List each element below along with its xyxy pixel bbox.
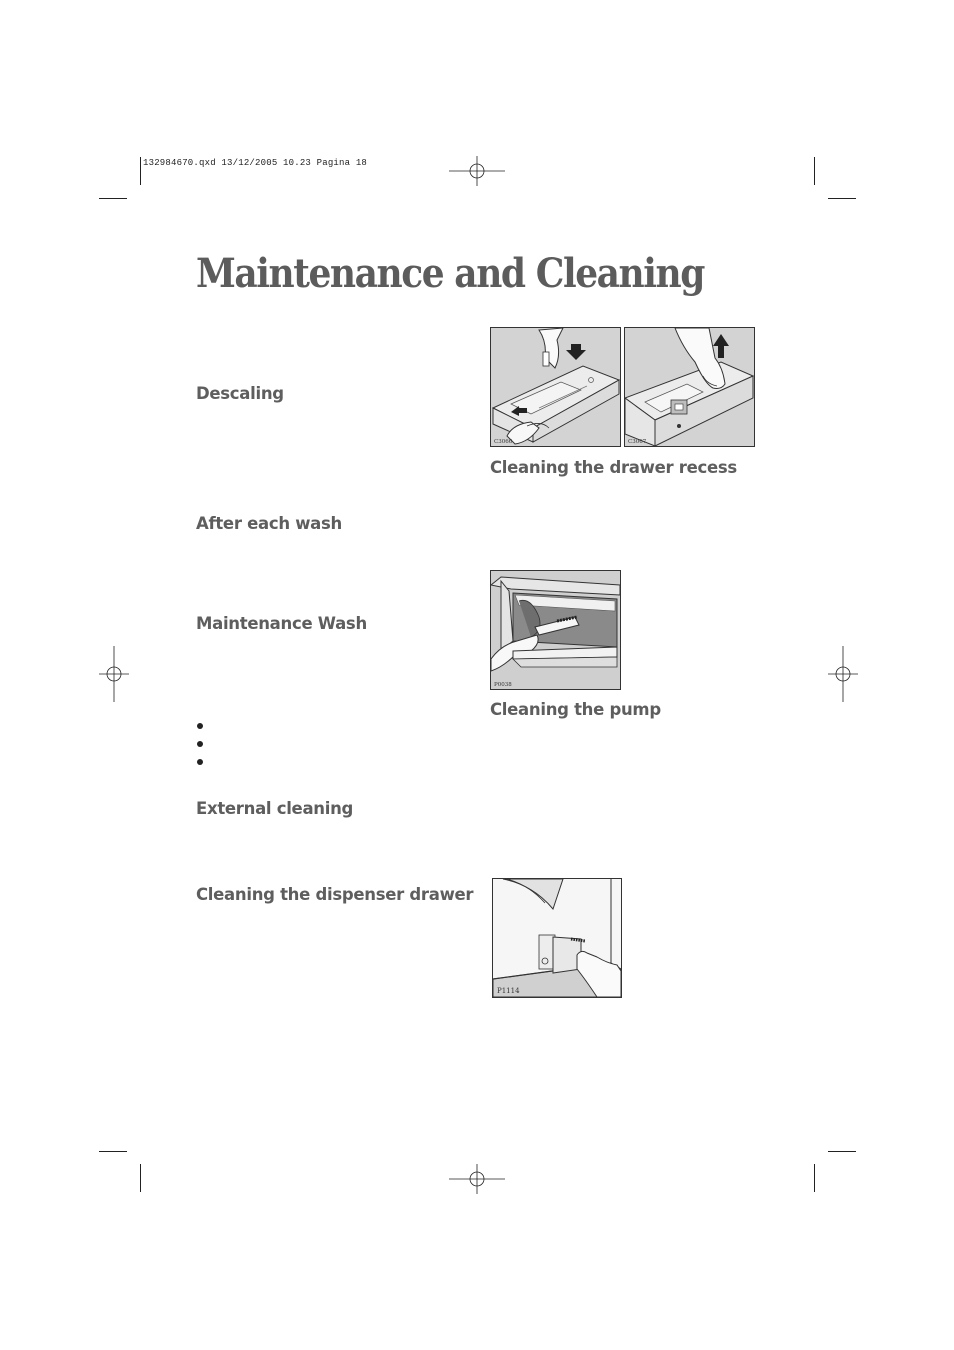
bullet-point bbox=[197, 759, 203, 765]
figure-code-c3067: C3067 bbox=[628, 439, 647, 445]
crop-mark-bottom-left-v bbox=[140, 1164, 141, 1192]
crop-mark-top-right-h bbox=[828, 198, 856, 199]
registration-mark-top-icon bbox=[449, 156, 505, 186]
crop-mark-bottom-right-h bbox=[828, 1151, 856, 1152]
crop-mark-bottom-right-v bbox=[814, 1164, 815, 1192]
heading-dispenser-drawer: Cleaning the dispenser drawer bbox=[196, 885, 474, 904]
bullet-point bbox=[197, 741, 203, 747]
crop-mark-top-right-v bbox=[814, 157, 815, 185]
heading-cleaning-pump: Cleaning the pump bbox=[490, 700, 661, 719]
figure-code-p0038: P0038 bbox=[494, 682, 512, 688]
heading-external-cleaning: External cleaning bbox=[196, 799, 354, 818]
registration-mark-bottom-icon bbox=[449, 1164, 505, 1194]
print-slug-line: 132984670.qxd 13/12/2005 10.23 Pagina 18 bbox=[143, 158, 368, 168]
registration-mark-right-icon bbox=[828, 646, 858, 702]
illustration-drawer-release bbox=[490, 327, 621, 447]
heading-after-each-wash: After each wash bbox=[196, 514, 342, 533]
illustration-pump-flap bbox=[492, 878, 622, 998]
illustration-recess-brush bbox=[490, 570, 621, 690]
crop-mark-top-left-h bbox=[99, 198, 127, 199]
crop-mark-bottom-left-h bbox=[99, 1151, 127, 1152]
heading-drawer-recess: Cleaning the drawer recess bbox=[490, 458, 737, 477]
illustration-drawer-lift bbox=[624, 327, 755, 447]
heading-descaling: Descaling bbox=[196, 384, 284, 403]
heading-maintenance-wash: Maintenance Wash bbox=[196, 614, 367, 633]
registration-mark-left-icon bbox=[99, 646, 129, 702]
page-title: Maintenance and Cleaning bbox=[196, 250, 704, 297]
bullet-point bbox=[197, 723, 203, 729]
figure-code-c3066: C3066 bbox=[494, 439, 513, 445]
crop-mark-top-left-v bbox=[140, 157, 141, 185]
figure-code-p1114: P1114 bbox=[497, 987, 520, 995]
